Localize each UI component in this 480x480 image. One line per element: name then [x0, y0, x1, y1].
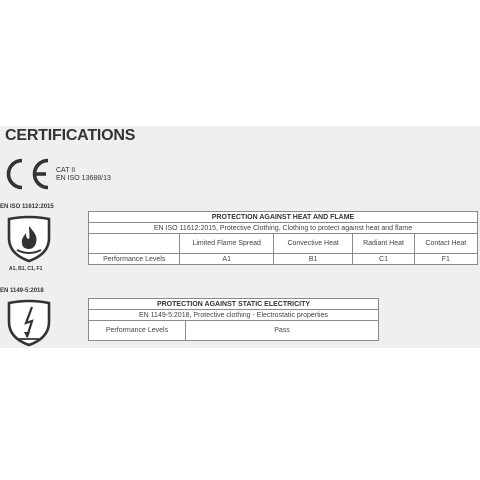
ce-details — [56, 167, 111, 183]
static-row-label: Performance Levels — [89, 321, 186, 341]
heat-table-subtitle: EN ISO 11612:2015, Protective Clothing, Clothing to protect against heat and flame — [89, 223, 478, 234]
col-limited-flame-spread: Limited Flame Spread — [180, 234, 273, 254]
col-contact-heat: Contact Heat — [414, 234, 477, 254]
value-limited-flame-spread: A1 — [180, 254, 273, 265]
lightning-shield-icon — [3, 298, 55, 348]
ce-mark-icon — [3, 157, 51, 191]
static-value: Pass — [186, 321, 379, 341]
heat-shield-caption: A1, B1, C1, F1 — [9, 266, 43, 272]
value-contact-heat: F1 — [414, 254, 477, 265]
heat-row-label: Performance Levels — [89, 254, 180, 265]
flame-shield-icon — [3, 214, 55, 264]
static-electricity-table — [88, 298, 379, 341]
value-convective-heat: B1 — [273, 254, 352, 265]
static-table-title: PROTECTION AGAINST STATIC ELECTRICITY — [89, 299, 379, 310]
static-standard-label: EN 1149-5:2018 — [0, 288, 44, 294]
col-radiant-heat: Radiant Heat — [353, 234, 414, 254]
page-title: CERTIFICATIONS — [5, 127, 136, 144]
ce-standard: EN ISO 13688/13 — [56, 175, 111, 182]
heat-table-corner — [89, 234, 180, 254]
heat-table-title: PROTECTION AGAINST HEAT AND FLAME — [89, 212, 478, 223]
heat-standard-label: EN ISO 11612:2015 — [0, 204, 54, 210]
ce-category: CAT II — [56, 167, 76, 174]
value-radiant-heat: C1 — [353, 254, 414, 265]
heat-flame-table — [88, 211, 478, 265]
static-table-subtitle: EN 1149-5:2018, Protective clothing - Electrostatic properties — [89, 310, 379, 321]
col-convective-heat: Convective Heat — [273, 234, 352, 254]
